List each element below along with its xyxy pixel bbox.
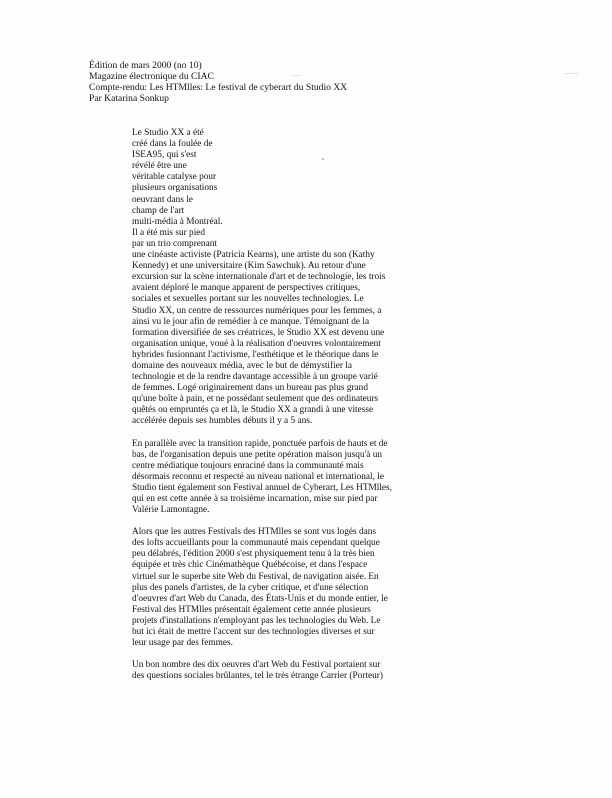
article-paragraph [132, 660, 422, 682]
header-author: Par Katarina Sonkup [89, 93, 169, 104]
text-line: de femmes. Logé originairement dans un bureau pas plus grand [132, 383, 368, 394]
text-line: Valérie Lamontagne. [132, 505, 210, 516]
text-line: des questions sociales brûlantes, tel le très étrange Carrier (Porteur) [132, 671, 383, 682]
text-line: En parallèle avec la transition rapide, ponctuée parfois de hauts et de [132, 438, 388, 449]
text-line: champ de l'art [132, 205, 185, 216]
text-line: technologie et de la rendre davantage accessible à un groupe varié [132, 372, 378, 383]
text-line: bas, de l'organisation depuis une petite opération maison jusqu'à un [132, 449, 383, 460]
text-line: révélé être une [132, 161, 187, 172]
article-paragraph [132, 439, 422, 517]
text-line: une cinéaste activiste (Patricia Kearns), une artiste du son (Kathy [132, 250, 375, 261]
text-line: Le Studio XX a été [132, 128, 204, 138]
header-title: Compte-rendu: Les HTMlles: Le festival de cyberart du Studio XX [89, 82, 348, 93]
text-line: but ici était de mettre l'accent sur des technologies diverses et sur [132, 627, 375, 638]
article-paragraph [132, 128, 422, 428]
text-line: des lofts accueillants pour la communauté mais cependant quelque [132, 538, 380, 549]
article-header [89, 60, 347, 104]
scan-speck [322, 158, 324, 160]
article-body [132, 128, 422, 693]
header-magazine: Magazine électronique du CIAC [89, 71, 214, 82]
header-edition: Édition de mars 2000 (no 10) [89, 60, 202, 71]
text-line: d'oeuvres d'art Web du Canada, des États-Unis et du monde entier, le [132, 593, 388, 604]
text-line: sociales et sexuelles portant sur les nouvelles technologies. Le [132, 294, 364, 305]
text-line: leur usage par des femmes. [132, 638, 233, 649]
text-line: Un bon nombre des dix oeuvres d'art Web du Festival portaient sur [132, 660, 381, 671]
text-line: centre médiatique toujours enraciné dans la communauté mais [132, 460, 364, 471]
text-line: Festival des HTMlles présentait également cette année plusieurs [132, 604, 371, 615]
text-line: ISEA95, qui s'est [132, 150, 197, 161]
text-line: véritable catalyse pour [132, 172, 217, 183]
text-line: Studio tient également son Festival annuel de Cyberart, Les HTMlles, [132, 482, 392, 493]
text-line: par un trio comprenant [132, 238, 217, 249]
text-line: quêtés ou empruntés ça et là, le Studio XX a grandi à une vitesse [132, 405, 374, 416]
text-line: virtuel sur le superbe site Web du Festival, de navigation aisée. En [132, 571, 379, 582]
text-line: Kennedy) et une universitaire (Kim Sawchuk). Au retour d'une [132, 261, 366, 272]
text-line: plus des panels d'artistes, de la cyber critique, et d'une sélection [132, 582, 369, 593]
text-line: qui en est cette année à sa troisième incarnation, mise sur pied par [132, 494, 378, 504]
text-line: ainsi vu le jour afin de remédier à ce manque. Témoignant de la [132, 316, 370, 327]
text-line: qu'une boîte à pain, et ne possédant seulement que des ordinateurs [132, 394, 379, 405]
text-line: créé dans la foulée de [132, 139, 213, 150]
text-line: oeuvrant dans le [132, 194, 193, 205]
text-line: multi-média à Montréal. [132, 216, 223, 227]
text-line: équipée et très chic Cinémathèque Québécoise, et dans l'espace [132, 560, 368, 571]
text-line: peu délabrés, l'édition 2000 s'est physiquement tenu à la très bien [132, 549, 375, 560]
text-line: projets d'installations n'employant pas les technologies du Web. Le [132, 615, 381, 626]
text-line: organisation unique, voué à la réalisation d'oeuvres volontairement [132, 338, 381, 349]
text-line: formation diversifiée de ses créatrices, le Studio XX est devenu une [132, 327, 385, 338]
text-line: plusieurs organisations [132, 183, 218, 194]
scan-speck [292, 75, 302, 76]
text-line: avaient déploré le manque apparent de perspectives critiques, [132, 283, 361, 294]
text-line: désormais reconnu et respecté au niveau national et international, le [132, 471, 384, 482]
text-line: accélérée depuis ses humbles débuts il y a 5 ans. [132, 416, 313, 427]
text-line: Alors que les autres Festivals des HTMlles se sont vus logés dans [132, 527, 377, 538]
text-line: domaine des nouveaux média, avec le but de démystifier la [132, 360, 352, 371]
text-line: hybrides fusionnant l'activisme, l'esthétique et le théorique dans le [132, 349, 379, 360]
text-line: Il a été mis sur pied [132, 227, 206, 238]
scan-speck [564, 73, 578, 74]
text-line: excursion sur la scène internationale d'art et de technologie, les trois [132, 272, 386, 283]
article-paragraph [132, 527, 422, 649]
text-line: Studio XX, un centre de ressources numériques pour les femmes, a [132, 305, 382, 316]
